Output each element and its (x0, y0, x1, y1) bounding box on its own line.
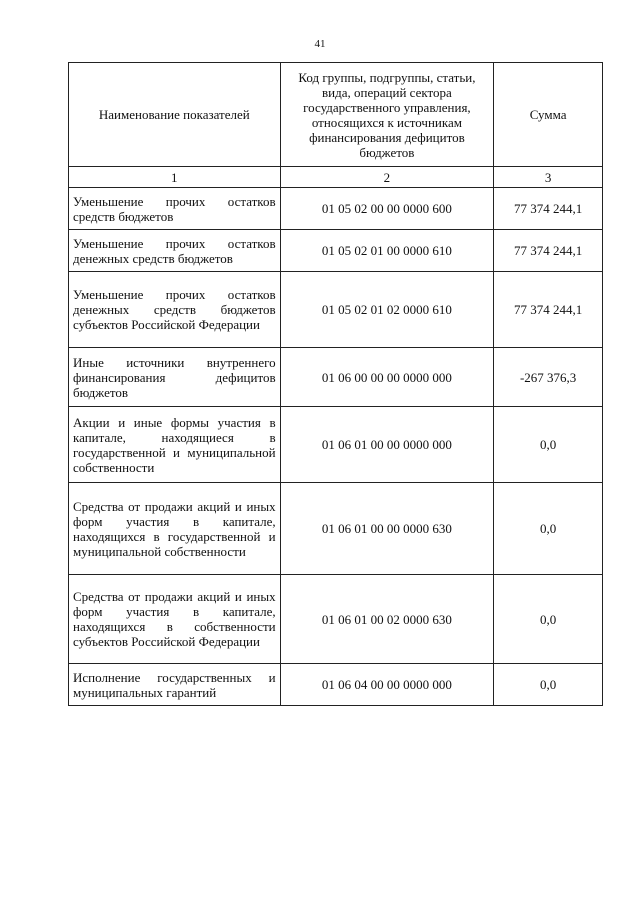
table-row (69, 188, 603, 230)
row-code: 01 06 01 00 00 0000 630 (280, 483, 494, 575)
table-row (69, 407, 603, 483)
row-sum: 0,0 (494, 407, 603, 483)
header-row (69, 63, 603, 167)
table-row (69, 664, 603, 706)
column-number-3: 3 (494, 167, 603, 188)
row-name: Иные источники внутреннего финансирования дефицитов бюджетов (69, 348, 281, 407)
page-number: 41 (314, 38, 326, 50)
row-name: Средства от продажи акций и иных форм участия в капитале, находящихся в собственности субъектов Российской Федерации (69, 575, 281, 664)
row-sum: 0,0 (494, 575, 603, 664)
row-name: Уменьшение прочих остатков денежных средств бюджетов (69, 230, 281, 272)
row-sum: 77 374 244,1 (494, 188, 603, 230)
column-number-row (69, 167, 603, 188)
row-code: 01 06 01 00 00 0000 000 (280, 407, 494, 483)
header-code: Код группы, подгруппы, статьи, вида, операций сектора государственного управления, относящихся к источникам финансирования дефицитов бюджетов (280, 63, 494, 167)
table-row (69, 348, 603, 407)
row-name: Уменьшение прочих остатков денежных средств бюджетов субъектов Российской Федерации (69, 272, 281, 348)
row-code: 01 05 02 00 00 0000 600 (280, 188, 494, 230)
row-code: 01 05 02 01 02 0000 610 (280, 272, 494, 348)
table-row (69, 272, 603, 348)
row-sum: -267 376,3 (494, 348, 603, 407)
row-name: Уменьшение прочих остатков средств бюджетов (69, 188, 281, 230)
column-number-2: 2 (280, 167, 494, 188)
row-code: 01 06 01 00 02 0000 630 (280, 575, 494, 664)
table-body (69, 188, 603, 706)
row-name: Средства от продажи акций и иных форм участия в капитале, находящихся в государственной и муниципальной собственности (69, 483, 281, 575)
row-code: 01 06 04 00 00 0000 000 (280, 664, 494, 706)
table-row (69, 230, 603, 272)
table-row (69, 483, 603, 575)
row-name: Акции и иные формы участия в капитале, находящиеся в государственной и муниципальной собственности (69, 407, 281, 483)
row-sum: 0,0 (494, 483, 603, 575)
table-row (69, 575, 603, 664)
row-name: Исполнение государственных и муниципальных гарантий (69, 664, 281, 706)
row-code: 01 06 00 00 00 0000 000 (280, 348, 494, 407)
row-sum: 77 374 244,1 (494, 272, 603, 348)
financing-sources-table (68, 62, 603, 706)
row-sum: 0,0 (494, 664, 603, 706)
header-sum: Сумма (494, 63, 603, 167)
row-code: 01 05 02 01 00 0000 610 (280, 230, 494, 272)
table-header (69, 63, 603, 188)
row-sum: 77 374 244,1 (494, 230, 603, 272)
column-number-1: 1 (69, 167, 281, 188)
header-name: Наименование показателей (69, 63, 281, 167)
